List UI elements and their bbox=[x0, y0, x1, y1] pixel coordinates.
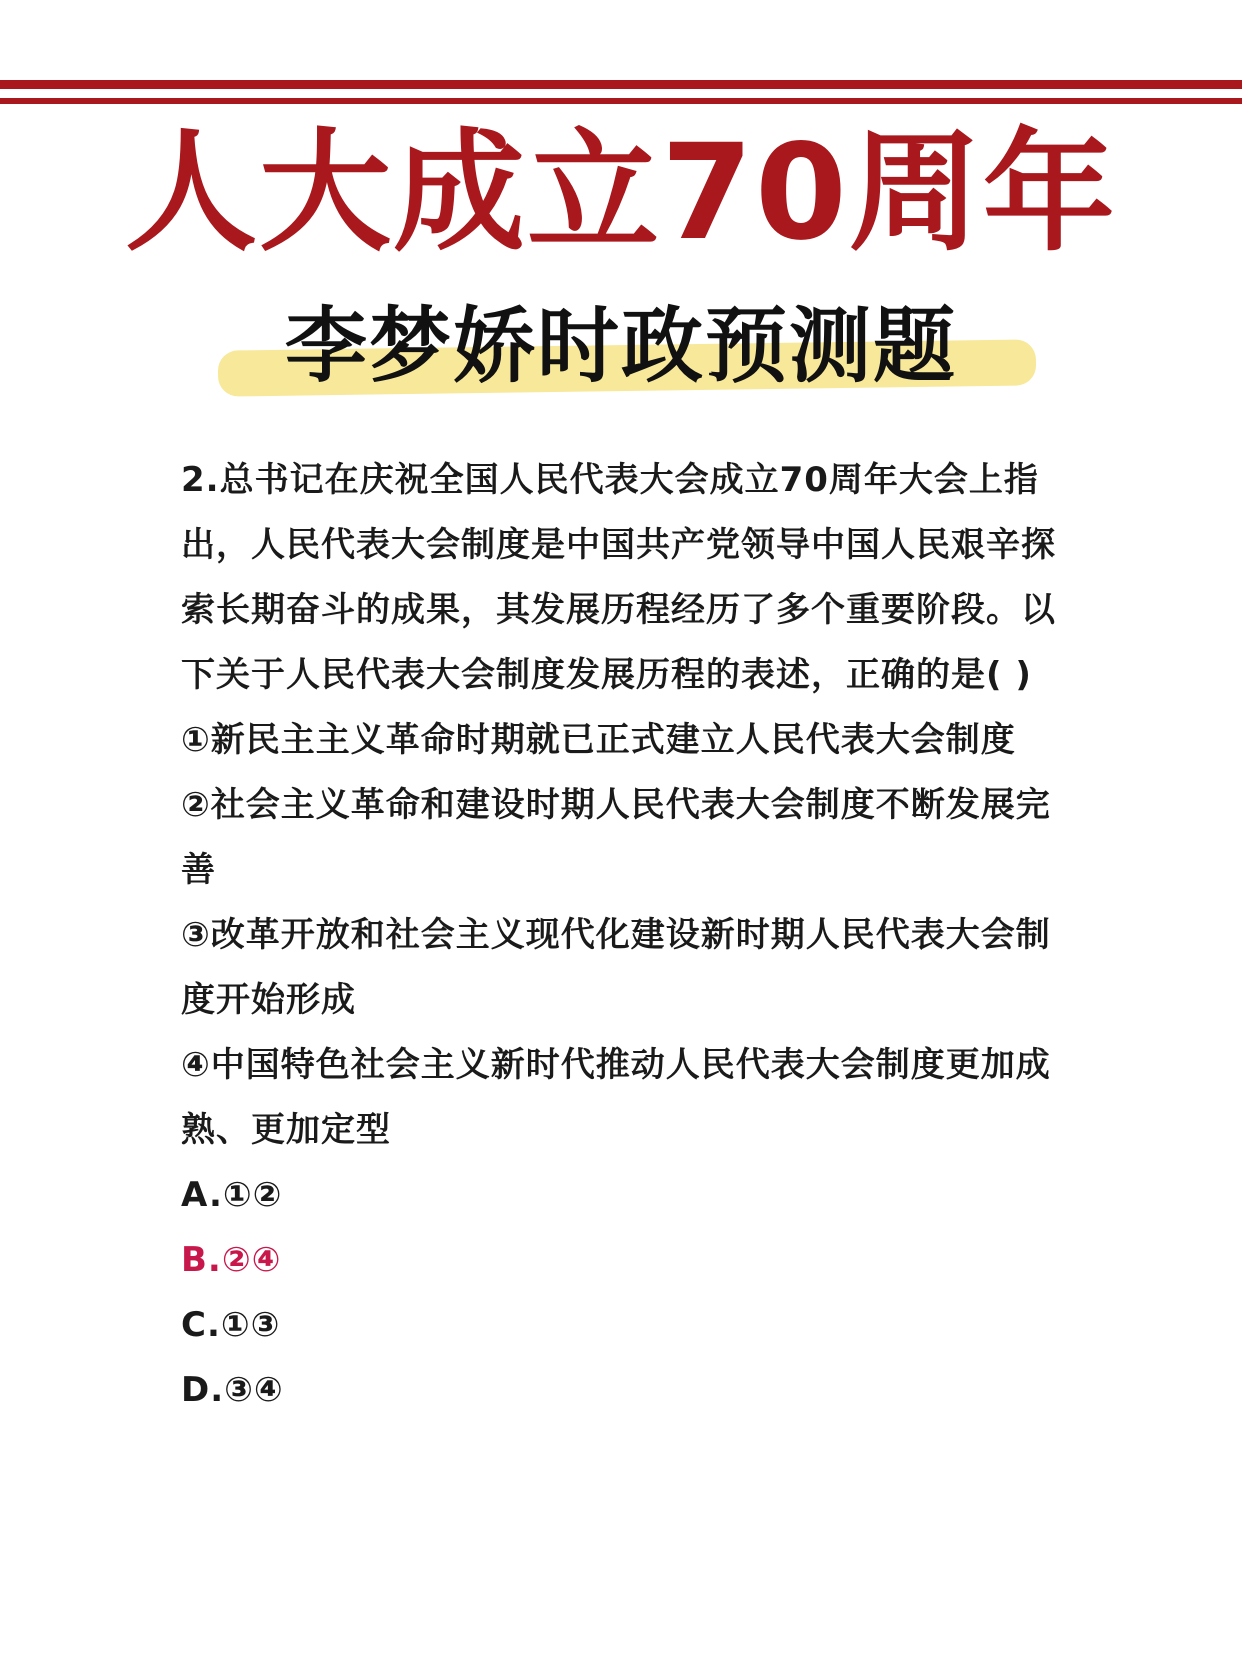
statement-4: ④中国特色社会主义新时代推动人民代表大会制度更加成熟、更加定型 bbox=[181, 1045, 1051, 1150]
option-b-correct-answer: B.②④ bbox=[181, 1240, 282, 1280]
question-stem: 2.总书记在庆祝全国人民代表大会成立70周年大会上指出，人民代表大会制度是中国共产党领导中国人民艰辛探索长期奋斗的成果，其发展历程经历了多个重要阶段。以下关于人民代表大会制度发展历程的表述，正确的是( ) bbox=[181, 460, 1056, 695]
top-rule-thin bbox=[0, 98, 1242, 104]
top-rule bbox=[0, 80, 1242, 89]
page-title: 人大成立70周年 bbox=[125, 116, 1117, 270]
option-c: C.①③ bbox=[181, 1305, 281, 1345]
option-a: A.①② bbox=[181, 1175, 283, 1215]
question-block bbox=[181, 448, 1061, 1423]
page-subtitle: 李梦娇时政预测题 bbox=[284, 298, 957, 394]
statement-2: ②社会主义革命和建设时期人民代表大会制度不断发展完善 bbox=[181, 785, 1051, 890]
option-d: D.③④ bbox=[181, 1370, 284, 1410]
statement-1: ①新民主主义革命时期就已正式建立人民代表大会制度 bbox=[181, 720, 1016, 760]
statement-3: ③改革开放和社会主义现代化建设新时期人民代表大会制度开始形成 bbox=[181, 915, 1051, 1020]
